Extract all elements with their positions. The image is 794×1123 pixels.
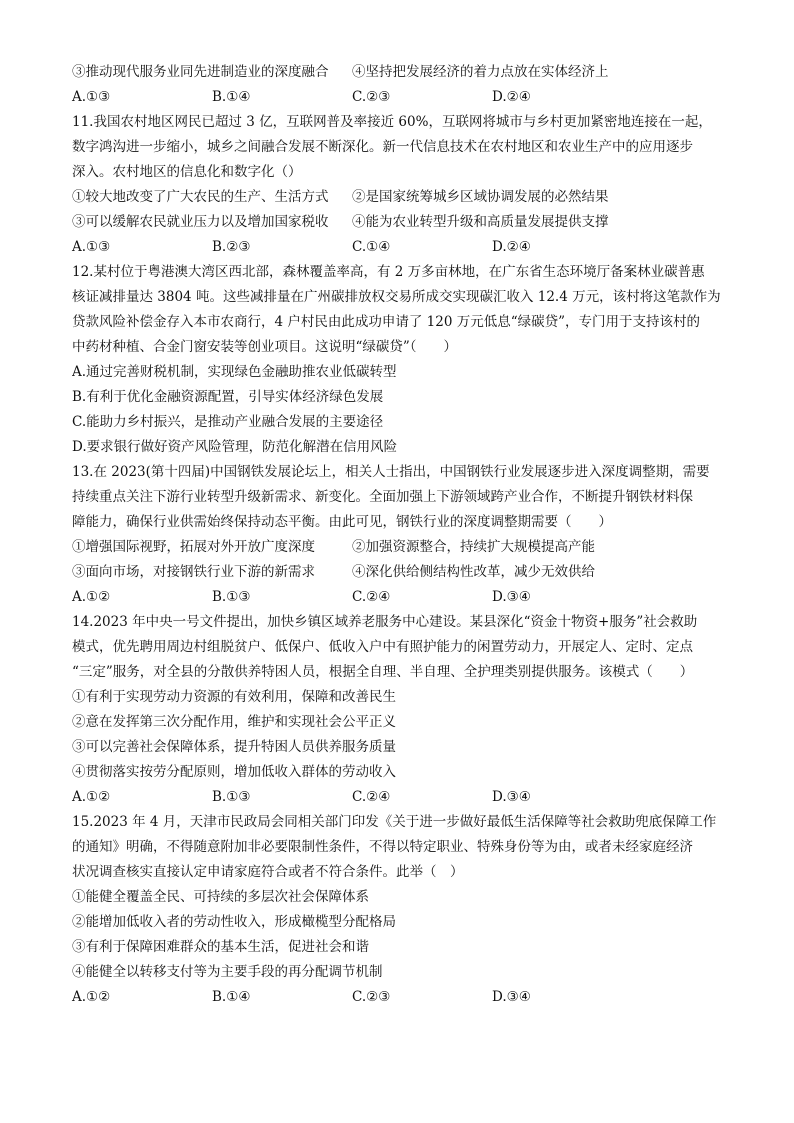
question-stem-line: 深入。农村地区的信息化和数字化（） <box>72 164 302 180</box>
question-stem-line: 12.某村位于粤港澳大湾区西北部，森林覆盖率高，有 2 万多亩林地，在广东省生态环境厅备案林业碳普惠 <box>72 264 705 280</box>
statement: ④能为农业转型升级和高质量发展提供支撑 <box>352 214 609 230</box>
question-stem-line: 11.我国农村地区网民已超过 3 亿，互联网普及率接近 60%，互联网将城市与乡村更加紧密地连接在一起， <box>72 114 712 130</box>
question-13 <box>72 460 732 610</box>
question-12 <box>72 260 732 460</box>
question-stem-line: 模式，优先聘用周边村组脱贫户、低保户、低收入户中有照护能力的闲置劳动力，开展定人、定时、定点 <box>72 639 693 655</box>
statement: ③面向市场，对接钢铁行业下游的新需求 <box>72 564 315 580</box>
choice-d: D.②④ <box>492 89 531 105</box>
statement: ②加强资源整合，持续扩大规模提高产能 <box>352 539 595 555</box>
question-stem-line: 持续重点关注下游行业转型升级新需求、新变化。全面加强上下游领域跨产业合作，不断提升钢铁材料保 <box>72 489 693 505</box>
question-stem-line: 14.2023 年中央一号文件提出，加快乡镇区域养老服务中心建设。某县深化“资金十物资+服务”社会救助 <box>72 614 698 630</box>
statement: ④贯彻落实按劳分配原则，增加低收入群体的劳动收入 <box>72 764 396 780</box>
option-c: C.能助力乡村振兴，是推动产业融合发展的主要途径 <box>72 414 384 430</box>
choice-c: C.②④ <box>352 589 391 605</box>
statement: ②能增加低收入者的劳动性收入，形成橄榄型分配格局 <box>72 914 396 930</box>
statement: ①较大地改变了广大农民的生产、生活方式 <box>72 189 329 205</box>
choice-d: D.③④ <box>492 589 531 605</box>
answer-choices <box>72 785 732 810</box>
statement: ①有利于实现劳动力资源的有效利用，保障和改善民生 <box>72 689 396 705</box>
statement-row <box>72 560 732 585</box>
choice-c: C.②③ <box>352 89 391 105</box>
choice-c: C.②④ <box>352 789 391 805</box>
question-stem-line: 中药材种植、合金门窗安装等创业项目。这说明“绿碳贷”（ ） <box>72 339 458 355</box>
statement: ③有利于保障困难群众的基本生活，促进社会和谐 <box>72 939 369 955</box>
statement: ②意在发挥第三次分配作用，维护和实现社会公平正义 <box>72 714 396 730</box>
statement: ②是国家统筹城乡区域协调发展的必然结果 <box>352 189 609 205</box>
choice-c: C.①④ <box>352 239 391 255</box>
answer-choices <box>72 985 732 1010</box>
choice-b: B.①③ <box>212 789 251 805</box>
question-10-tail <box>72 60 732 110</box>
page-content <box>72 60 732 1010</box>
question-stem-line: 状况调查核实直接认定申请家庭符合或者不符合条件。此举（ ） <box>72 864 464 880</box>
statement: ④坚持把发展经济的着力点放在实体经济上 <box>352 64 609 80</box>
statement: ③可以完善社会保障体系，提升特困人员供养服务质量 <box>72 739 396 755</box>
choice-a: A.①③ <box>72 89 111 105</box>
statement: ③推动现代服务业同先进制造业的深度融合 <box>72 64 329 80</box>
choice-a: A.①② <box>72 989 111 1005</box>
answer-choices <box>72 85 732 110</box>
choice-a: A.①② <box>72 789 111 805</box>
question-14 <box>72 610 732 810</box>
answer-choices <box>72 235 732 260</box>
choice-b: B.①④ <box>212 89 251 105</box>
choice-c: C.②③ <box>352 989 391 1005</box>
choice-d: D.②④ <box>492 239 531 255</box>
option-b: B.有利于优化金融资源配置，引导实体经济绿色发展 <box>72 389 384 405</box>
question-stem-line: 13.在 2023(第十四届)中国钢铁发展论坛上，相关人士指出，中国钢铁行业发展逐步进入深度调整期，需要 <box>72 464 710 480</box>
question-stem-line: 的通知》明确，不得随意附加非必要限制性条件，不得以特定职业、特殊身份等为由，或者未经家庭经济 <box>72 839 693 855</box>
question-stem-line: “三定”服务，对全县的分散供养特困人员，根据全自理、半自理、全护理类别提供服务。该模式（ ） <box>72 664 694 680</box>
choice-d: D.③④ <box>492 989 531 1005</box>
statement: ③可以缓解农民就业压力以及增加国家税收 <box>72 214 329 230</box>
answer-choices <box>72 585 732 610</box>
statement-row <box>72 535 732 560</box>
option-d: D.要求银行做好资产风险管理，防范化解潜在信用风险 <box>72 439 398 455</box>
statement-row <box>72 210 732 235</box>
question-stem-line: 贷款风险补偿金存入本市农商行，4 户村民由此成功申请了 120 万元低息“绿碳贷”，专门用于支持该村的 <box>72 314 701 330</box>
question-stem-line: 15.2023 年 4 月，天津市民政局会同相关部门印发《关于进一步做好最低生活保障等社会救助兜底保障工作 <box>72 814 717 830</box>
choice-b: B.②③ <box>212 239 251 255</box>
statement-row <box>72 60 732 85</box>
statement: ①增强国际视野，拓展对外开放广度深度 <box>72 539 315 555</box>
choice-d: D.③④ <box>492 789 531 805</box>
option-a: A.通过完善财税机制，实现绿色金融助推农业低碳转型 <box>72 364 397 380</box>
statement-row <box>72 185 732 210</box>
statement: ①能健全覆盖全民、可持续的多层次社会保障体系 <box>72 889 369 905</box>
choice-b: B.①④ <box>212 989 251 1005</box>
choice-b: B.①③ <box>212 589 251 605</box>
question-stem-line: 核证减排量达 3804 吨。这些减排量在广州碳排放权交易所成交实现碳汇收入 12.4 万元，该村将这笔款作为 <box>72 289 721 305</box>
question-stem-line: 障能力，确保行业供需始终保持动态平衡。由此可见，钢铁行业的深度调整期需要（ ） <box>72 514 612 530</box>
question-stem-line: 数字鸿沟进一步缩小，城乡之间融合发展不断深化。新一代信息技术在农村地区和农业生产中的应用逐步 <box>72 139 693 155</box>
choice-a: A.①② <box>72 589 111 605</box>
statement: ④深化供给侧结构性改革，减少无效供给 <box>352 564 595 580</box>
question-11 <box>72 110 732 260</box>
choice-a: A.①③ <box>72 239 111 255</box>
question-15 <box>72 810 732 1010</box>
statement: ④能健全以转移支付等为主要手段的再分配调节机制 <box>72 964 383 980</box>
